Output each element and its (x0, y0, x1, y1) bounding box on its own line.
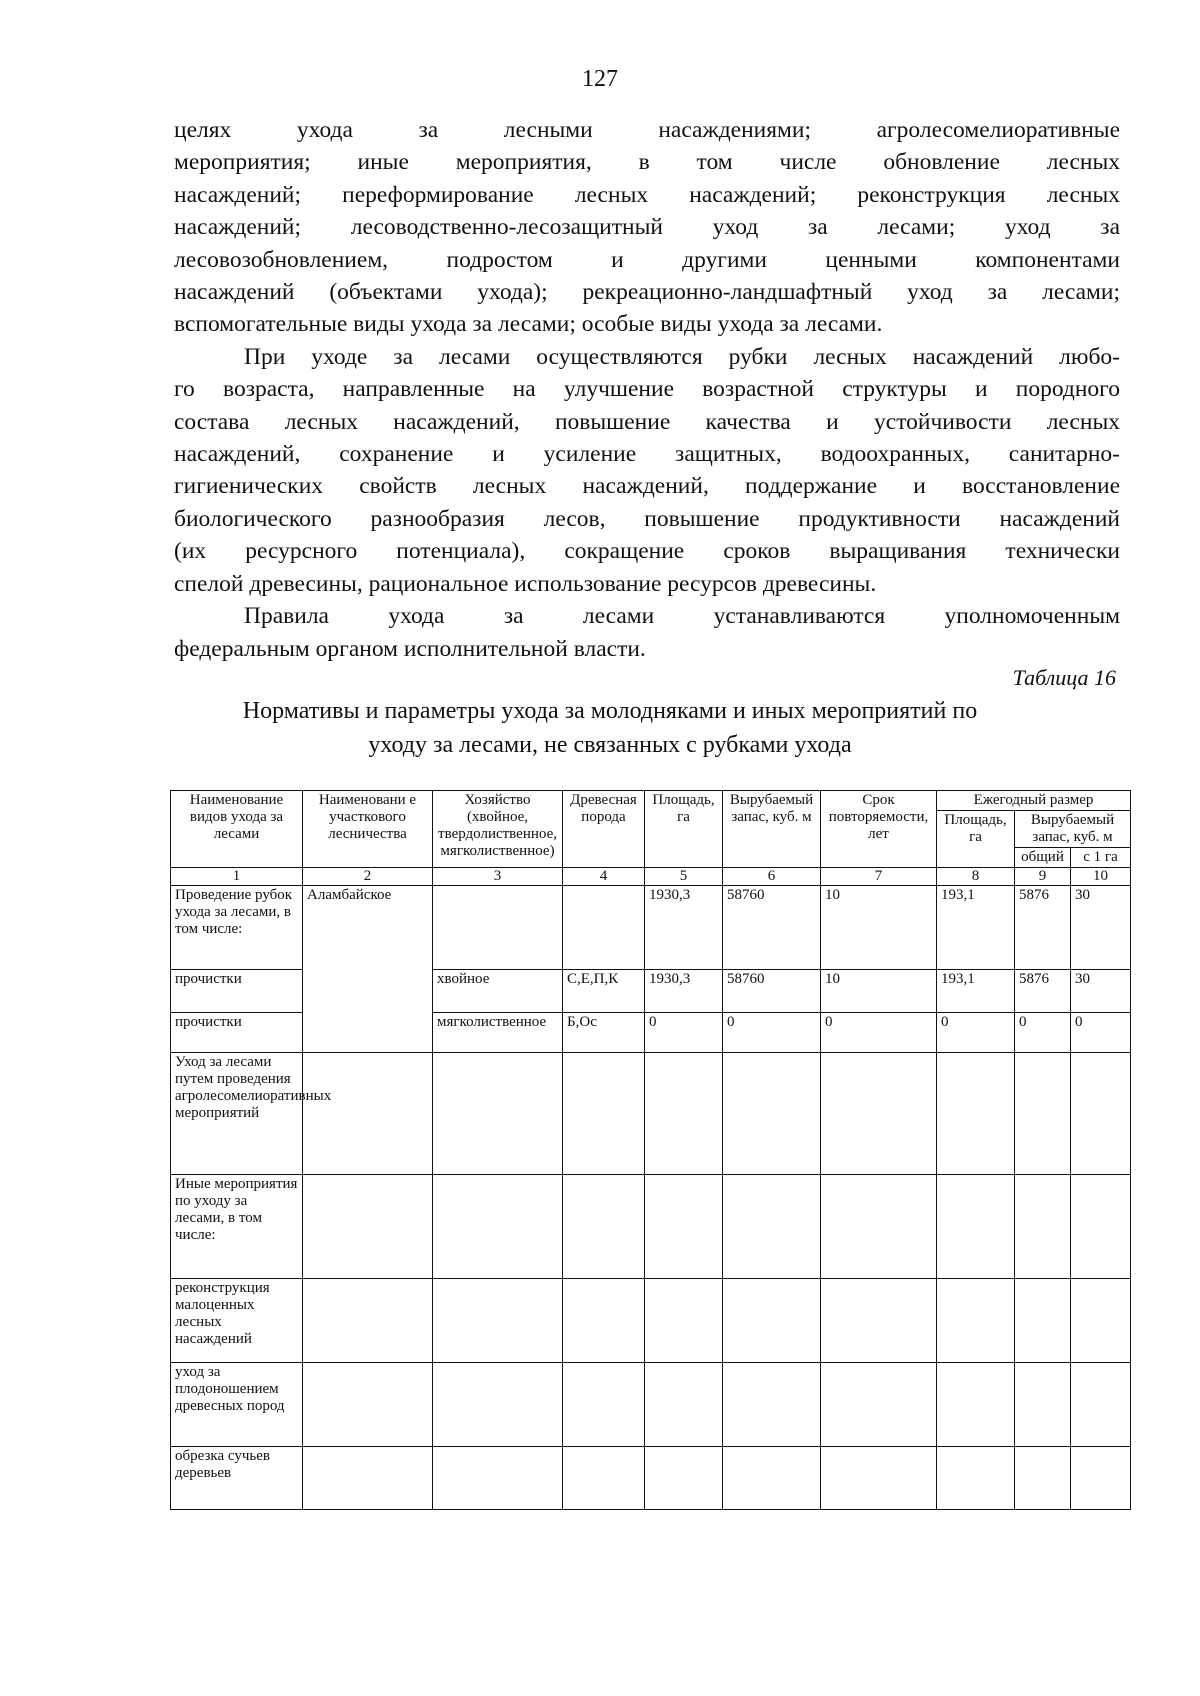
cell-period: 10 (821, 970, 937, 1013)
cell-volume (723, 1447, 821, 1510)
column-number: 3 (433, 868, 563, 886)
cell-annual-per-ha (1071, 1447, 1131, 1510)
cell-species: С,Е,П,К (563, 970, 645, 1013)
table-title-line: Нормативы и параметры ухода за молодняками и иных мероприятий по (242, 698, 978, 724)
cell-area: 0 (645, 1013, 723, 1053)
header-volume-per-ha: с 1 га (1071, 848, 1131, 868)
cell-annual-total (1015, 1447, 1071, 1510)
text-line: насаждений, сохранение и усиление защитных, водоохранных, санитарно- (174, 441, 1120, 468)
header-work-type: Наименование видов ухода за лесами (171, 791, 303, 868)
cell-work-type: обрезка сучьев деревьев (171, 1447, 303, 1510)
table-row (171, 886, 1131, 970)
column-number: 2 (303, 868, 433, 886)
cell-period (821, 1053, 937, 1175)
cell-species (563, 1053, 645, 1175)
cell-volume: 58760 (723, 970, 821, 1013)
cell-area: 1930,3 (645, 970, 723, 1013)
column-number: 1 (171, 868, 303, 886)
cell-annual-per-ha (1071, 1279, 1131, 1363)
cell-area (645, 1175, 723, 1279)
table-row (171, 1447, 1131, 1510)
cell-work-type: Иные мероприятия по уходу за лесами, в том числе: (171, 1175, 303, 1279)
table-row (171, 1053, 1131, 1175)
table-title-line: уходу за лесами, не связанных с рубками ухода (368, 732, 852, 758)
cell-forestry: Аламбайское (303, 886, 433, 1053)
cell-annual-per-ha: 0 (1071, 1013, 1131, 1053)
cell-farm (433, 1053, 563, 1175)
cell-species: Б,Ос (563, 1013, 645, 1053)
header-volume-total: общий (1015, 848, 1071, 868)
paragraph-1 (174, 114, 1120, 341)
header-species: Древесная порода (563, 791, 645, 868)
cell-annual-total: 0 (1015, 1013, 1071, 1053)
text-line: Правила ухода за лесами устанавливаются уполномоченным (244, 603, 1120, 630)
text-line: целях ухода за лесными насаждениями; агролесомелиоративные (174, 117, 1120, 143)
cell-work-type: уход за плодоношением древесных пород (171, 1363, 303, 1447)
cell-annual-per-ha (1071, 1363, 1131, 1447)
column-number: 9 (1015, 868, 1071, 886)
column-number: 8 (937, 868, 1015, 886)
body-text (174, 114, 1120, 665)
norms-table (170, 790, 1131, 1510)
cell-period (821, 1447, 937, 1510)
cell-annual-total: 5876 (1015, 970, 1071, 1013)
column-number: 6 (723, 868, 821, 886)
cell-farm (433, 1175, 563, 1279)
cell-work-type: Уход за лесами путем проведения агролесомелиоративных мероприятий (171, 1053, 303, 1175)
cell-work-type: прочистки (171, 1013, 303, 1053)
cell-period: 0 (821, 1013, 937, 1053)
cell-annual-total (1015, 1175, 1071, 1279)
cell-annual-total (1015, 1279, 1071, 1363)
cell-area (645, 1053, 723, 1175)
cell-forestry (303, 1447, 433, 1510)
text-line: лесовозобновлением, подростом и другими ценными компонентами (174, 246, 1120, 273)
cell-annual-area: 193,1 (937, 970, 1015, 1013)
cell-annual-area (937, 1053, 1015, 1175)
cell-work-type: Проведение рубок ухода за лесами, в том числе: (171, 886, 303, 970)
cell-area (645, 1279, 723, 1363)
cell-area (645, 1447, 723, 1510)
cell-annual-area (937, 1175, 1015, 1279)
cell-species (563, 1447, 645, 1510)
cell-area: 1930,3 (645, 886, 723, 970)
header-period: Срок повторяемости, лет (821, 791, 937, 868)
cell-volume (723, 1175, 821, 1279)
text-line: спелой древесины, рациональное использование ресурсов древесины. (174, 570, 877, 597)
cell-volume (723, 1053, 821, 1175)
cell-annual-area: 193,1 (937, 886, 1015, 970)
cell-annual-total (1015, 1363, 1071, 1447)
text-line: биологического разнообразия лесов, повышение продуктивности насаждений (174, 505, 1120, 532)
table-row (171, 1279, 1131, 1363)
cell-annual-per-ha: 30 (1071, 886, 1131, 970)
text-line: насаждений (объектами ухода); рекреационно-ландшафтный уход за лесами; (174, 279, 1120, 306)
cell-forestry (303, 1175, 433, 1279)
text-line: При уходе за лесами осуществляются рубки лесных насаждений любо- (244, 343, 1120, 370)
header-annual-volume: Вырубаемый запас, куб. м (1015, 811, 1131, 848)
table-title (150, 694, 1070, 762)
cell-annual-total: 5876 (1015, 886, 1071, 970)
cell-farm: хвойное (433, 970, 563, 1013)
cell-period (821, 1175, 937, 1279)
cell-forestry (303, 1053, 433, 1175)
header-forestry: Наименовани е участкового лесничества (303, 791, 433, 868)
cell-annual-area: 0 (937, 1013, 1015, 1053)
text-line: вспомогательные виды ухода за лесами; особые виды ухода за лесами. (174, 311, 883, 338)
cell-species (563, 886, 645, 970)
header-farm: Хозяйство (хвойное, твердолиственное, мягколиственное) (433, 791, 563, 868)
table-row (171, 1175, 1131, 1279)
cell-annual-total (1015, 1053, 1071, 1175)
cell-annual-per-ha (1071, 1053, 1131, 1175)
table-row (171, 1363, 1131, 1447)
header-annual-area: Площадь, га (937, 811, 1015, 868)
cell-annual-per-ha (1071, 1175, 1131, 1279)
header-volume: Вырубаемый запас, куб. м (723, 791, 821, 868)
text-line: (их ресурсного потенциала), сокращение сроков выращивания технически (174, 538, 1120, 565)
cell-forestry (303, 1279, 433, 1363)
cell-farm (433, 1363, 563, 1447)
cell-period (821, 1363, 937, 1447)
text-line: го возраста, направленные на улучшение возрастной структуры и породного (174, 376, 1120, 403)
text-line: насаждений; лесоводственно-лесозащитный уход за лесами; уход за (174, 214, 1120, 241)
cell-farm (433, 886, 563, 970)
text-line: мероприятия; иные мероприятия, в том числе обновление лесных (174, 149, 1120, 176)
column-number: 10 (1071, 868, 1131, 886)
table-label: Таблица 16 (1012, 665, 1116, 690)
cell-species (563, 1363, 645, 1447)
cell-annual-per-ha: 30 (1071, 970, 1131, 1013)
cell-annual-area (937, 1447, 1015, 1510)
cell-period: 10 (821, 886, 937, 970)
column-number: 4 (563, 868, 645, 886)
page-number: 127 (582, 66, 618, 92)
cell-volume (723, 1279, 821, 1363)
cell-species (563, 1175, 645, 1279)
text-line: федеральным органом исполнительной власти. (174, 635, 646, 662)
text-line: гигиенических свойств лесных насаждений, поддержание и восстановление (174, 473, 1120, 500)
column-number: 7 (821, 868, 937, 886)
cell-volume: 58760 (723, 886, 821, 970)
text-line: состава лесных насаждений, повышение качества и устойчивости лесных (174, 408, 1120, 435)
cell-volume: 0 (723, 1013, 821, 1053)
column-number: 5 (645, 868, 723, 886)
cell-work-type: прочистки (171, 970, 303, 1013)
cell-farm (433, 1447, 563, 1510)
cell-annual-area (937, 1363, 1015, 1447)
paragraph-3 (174, 600, 1120, 665)
cell-farm (433, 1279, 563, 1363)
paragraph-2 (174, 341, 1120, 600)
cell-annual-area (937, 1279, 1015, 1363)
text-line: насаждений; переформирование лесных насаждений; реконструкция лесных (174, 181, 1120, 208)
cell-volume (723, 1363, 821, 1447)
cell-area (645, 1363, 723, 1447)
cell-forestry (303, 1363, 433, 1447)
header-annual: Ежегодный размер (937, 791, 1131, 811)
cell-species (563, 1279, 645, 1363)
cell-period (821, 1279, 937, 1363)
cell-work-type: реконструкция малоценных лесных насаждений (171, 1279, 303, 1363)
cell-farm: мягколиственное (433, 1013, 563, 1053)
header-area: Площадь, га (645, 791, 723, 868)
